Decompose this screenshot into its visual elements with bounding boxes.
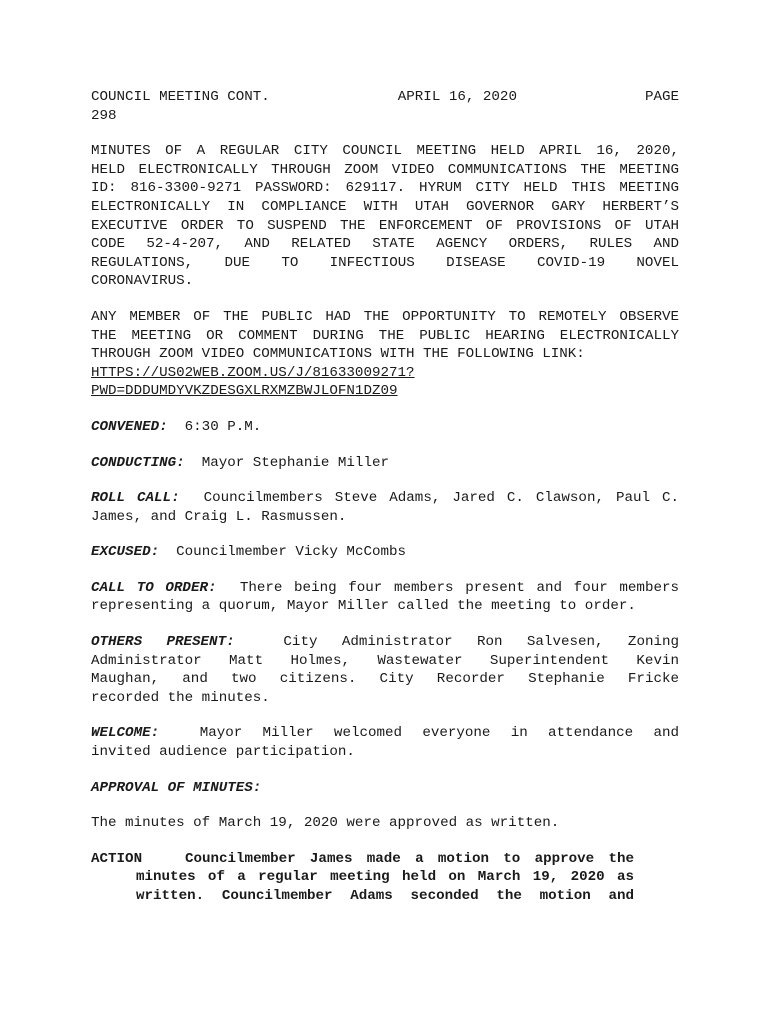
action-label: ACTION <box>91 850 143 867</box>
excused-value: Councilmember Vicky McCombs <box>176 544 407 561</box>
intro-line: CODE 52-4-207, AND RELATED STATE AGENCY ORDERS, RULES AND <box>91 236 679 253</box>
call-to-order-entry <box>91 579 679 616</box>
welcome-entry <box>91 724 679 761</box>
header-center: APRIL 16, 2020 <box>397 89 517 105</box>
convened-value: 6:30 P.M. <box>184 418 262 435</box>
roll-call-text: Councilmembers Steve Adams, Jared C. Clawson, Paul C. <box>203 490 680 507</box>
roll-call-text: James, and Craig L. Rasmussen. <box>91 508 347 525</box>
public-line: ANY MEMBER OF THE PUBLIC HAD THE OPPORTUNITY TO REMOTELY OBSERVE <box>91 308 679 325</box>
zoom-link-line2[interactable]: PWD=DDDUMDYVKZDESGXLRXMZBWJLOFN1DZ09 <box>91 383 398 400</box>
action-entry <box>91 850 634 906</box>
roll-call-entry <box>91 489 679 526</box>
document-page <box>91 88 679 906</box>
intro-line: REGULATIONS, DUE TO INFECTIOUS DISEASE COVID-19 NOVEL <box>91 254 679 271</box>
conducting-entry <box>91 454 679 473</box>
intro-paragraph <box>91 142 679 291</box>
action-text: Councilmember James made a motion to approve the <box>184 850 635 867</box>
approval-heading: APPROVAL OF MINUTES: <box>91 779 262 796</box>
intro-line: MINUTES OF A REGULAR CITY COUNCIL MEETING HELD APRIL 16, 2020, <box>91 143 679 160</box>
conducting-value: Mayor Stephanie Miller <box>201 454 389 471</box>
page-header <box>91 88 679 107</box>
convened-entry <box>91 418 679 437</box>
intro-line: ELECTRONICALLY IN COMPLIANCE WITH UTAH GOVERNOR GARY HERBERT’S <box>91 198 679 215</box>
intro-line: HELD ELECTRONICALLY THROUGH ZOOM VIDEO COMMUNICATIONS THE MEETING <box>91 161 679 178</box>
action-text: written. Councilmember Adams seconded the motion and <box>136 888 634 904</box>
intro-line: CORONAVIRUS. <box>91 273 194 290</box>
excused-entry <box>91 543 679 562</box>
others-present-text: Maughan, and two citizens. City Recorder Stephanie Fricke <box>91 671 679 688</box>
others-present-entry <box>91 633 679 707</box>
approval-heading-entry <box>91 779 679 798</box>
public-line: THROUGH ZOOM VIDEO COMMUNICATIONS WITH THE FOLLOWING LINK: <box>91 346 585 363</box>
welcome-label: WELCOME: <box>91 725 160 742</box>
welcome-text: invited audience participation. <box>91 744 355 761</box>
page-number: 298 <box>91 107 117 124</box>
public-paragraph <box>91 308 679 401</box>
header-left: COUNCIL MEETING CONT. <box>91 89 270 105</box>
intro-line: EXECUTIVE ORDER TO SUSPEND THE ENFORCEMENT OF PROVISIONS OF UTAH <box>91 217 679 234</box>
header-right: PAGE <box>644 89 679 105</box>
welcome-text: Mayor Miller welcomed everyone in attendance and <box>199 725 679 742</box>
others-present-text: recorded the minutes. <box>91 689 270 706</box>
convened-label: CONVENED: <box>91 418 168 435</box>
minutes-text: The minutes of March 19, 2020 were approved as written. <box>91 815 560 832</box>
public-line: THE MEETING OR COMMENT DURING THE PUBLIC HEARING ELECTRONICALLY <box>91 327 679 344</box>
intro-line: ID: 816-3300-9271 PASSWORD: 629117. HYRUM CITY HELD THIS MEETING <box>91 180 679 197</box>
minutes-entry <box>91 814 679 833</box>
others-present-text: City Administrator Ron Salvesen, Zoning <box>283 634 680 651</box>
call-to-order-label: CALL TO ORDER: <box>91 579 217 596</box>
action-text: minutes of a regular meeting held on March 19, 2020 as <box>136 869 634 886</box>
call-to-order-text: representing a quorum, Mayor Miller called the meeting to order. <box>91 598 636 615</box>
excused-label: EXCUSED: <box>91 544 160 561</box>
others-present-label: OTHERS PRESENT: <box>91 634 235 651</box>
call-to-order-text: There being four members present and four members <box>239 579 679 596</box>
others-present-text: Administrator Matt Holmes, Wastewater Superintendent Kevin <box>91 652 679 669</box>
conducting-label: CONDUCTING: <box>91 454 185 471</box>
zoom-link-line1[interactable]: HTTPS://US02WEB.ZOOM.US/J/81633009271? <box>91 364 415 381</box>
roll-call-label: ROLL CALL: <box>91 490 180 507</box>
